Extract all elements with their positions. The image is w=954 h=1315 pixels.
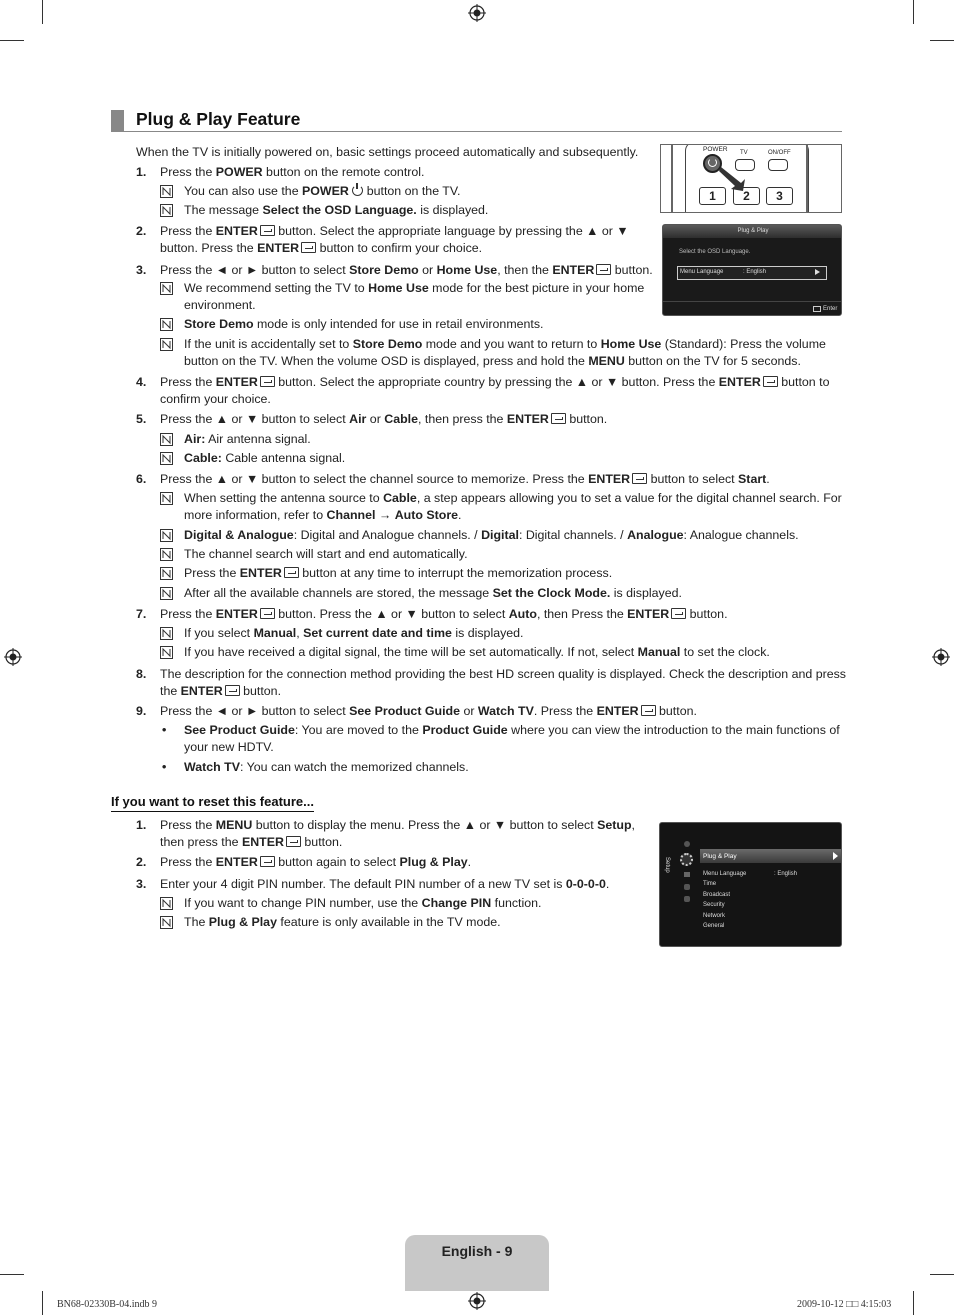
note-icon (160, 318, 173, 331)
page-number-label: English - 9 (441, 1243, 513, 1259)
crop-mark (930, 1274, 954, 1275)
crop-mark (913, 1291, 914, 1315)
osd-side-label: Setup (664, 857, 670, 873)
enter-icon (260, 856, 275, 867)
power-icon (708, 158, 717, 167)
note-icon (160, 646, 173, 659)
print-file-info: BN68-02330B-04.indb 9 (57, 1299, 157, 1310)
crop-mark (0, 40, 24, 41)
menu-category-icon (684, 841, 690, 847)
enter-icon (596, 264, 611, 275)
enter-icon (763, 376, 778, 387)
menu-category-icon (684, 872, 690, 877)
osd-menu-item[interactable]: Menu Language (703, 871, 747, 877)
onoff-button[interactable] (768, 159, 788, 171)
menu-category-icon (684, 884, 690, 890)
crop-mark (42, 0, 43, 24)
crop-mark (0, 1274, 24, 1275)
note-icon (160, 627, 173, 640)
osd-prompt: Select the OSD Language. (679, 249, 751, 255)
enter-icon (284, 567, 299, 578)
enter-icon (286, 836, 301, 847)
osd-menu-item[interactable]: Network (703, 913, 726, 919)
osd-menu-value: : English (774, 871, 798, 877)
osd-row-value: : English (743, 269, 767, 275)
enter-icon (813, 306, 821, 312)
note-icon (160, 916, 173, 929)
chevron-right-icon (833, 852, 838, 860)
note-icon (160, 587, 173, 600)
osd-row-label: Menu Language (680, 269, 724, 275)
enter-icon (301, 242, 316, 253)
intro-text: When the TV is initially powered on, basic settings proceed automatically and subsequently. (136, 145, 639, 159)
crop-mark (42, 1291, 43, 1315)
note-icon (160, 185, 173, 198)
osd-enter-label: Enter (823, 306, 838, 312)
registration-mark-icon (4, 648, 22, 666)
section-bar (111, 110, 124, 131)
note-icon (160, 452, 173, 465)
registration-mark-icon (468, 1292, 486, 1310)
reset-subheading: If you want to reset this feature... (111, 794, 314, 812)
note-icon (160, 204, 173, 217)
section-header (111, 108, 842, 132)
remote-edge-right (806, 145, 808, 213)
note-icon (160, 548, 173, 561)
power-icon (352, 185, 363, 196)
osd-header: Plug & Play (737, 228, 769, 234)
key-3[interactable]: 3 (766, 187, 793, 205)
remote-illustration (660, 144, 842, 213)
enter-icon (225, 685, 240, 696)
enter-icon (260, 608, 275, 619)
page-title: Plug & Play Feature (136, 109, 301, 129)
note-icon (160, 282, 173, 295)
note-icon (160, 529, 173, 542)
key-1[interactable]: 1 (699, 187, 726, 205)
enter-icon (260, 376, 275, 387)
osd-plug-and-play (662, 224, 842, 316)
menu-category-icon (684, 896, 690, 902)
osd-menu-item[interactable]: Broadcast (703, 892, 731, 898)
crop-mark (913, 0, 914, 24)
osd-menu-item[interactable]: Time (703, 881, 717, 887)
osd-menu-item[interactable]: General (703, 923, 725, 929)
osd-footer-line (663, 301, 842, 302)
enter-icon (551, 413, 566, 424)
osd-menu-item[interactable]: Security (703, 902, 725, 908)
note-icon (160, 433, 173, 446)
osd-selected-item: Plug & Play (703, 853, 737, 860)
key-2[interactable]: 2 (733, 187, 760, 205)
crop-mark (930, 40, 954, 41)
remote-edge-left (671, 145, 673, 213)
chevron-right-icon (815, 269, 820, 275)
registration-mark-icon (468, 4, 486, 22)
note-icon (160, 338, 173, 351)
tv-label: TV (740, 150, 748, 156)
note-icon (160, 897, 173, 910)
osd-setup-menu (659, 822, 842, 947)
footer-page-tab (405, 1235, 549, 1291)
enter-icon (671, 608, 686, 619)
onoff-label: ON/OFF (768, 150, 791, 156)
enter-icon (641, 705, 656, 716)
print-date-info: 2009-10-12 □□ 4:15:03 (797, 1299, 892, 1310)
power-label: POWER (703, 146, 728, 153)
enter-icon (260, 225, 275, 236)
gear-icon (680, 853, 693, 866)
registration-mark-icon (932, 648, 950, 666)
enter-icon (632, 473, 647, 484)
note-icon (160, 567, 173, 580)
note-icon (160, 492, 173, 505)
